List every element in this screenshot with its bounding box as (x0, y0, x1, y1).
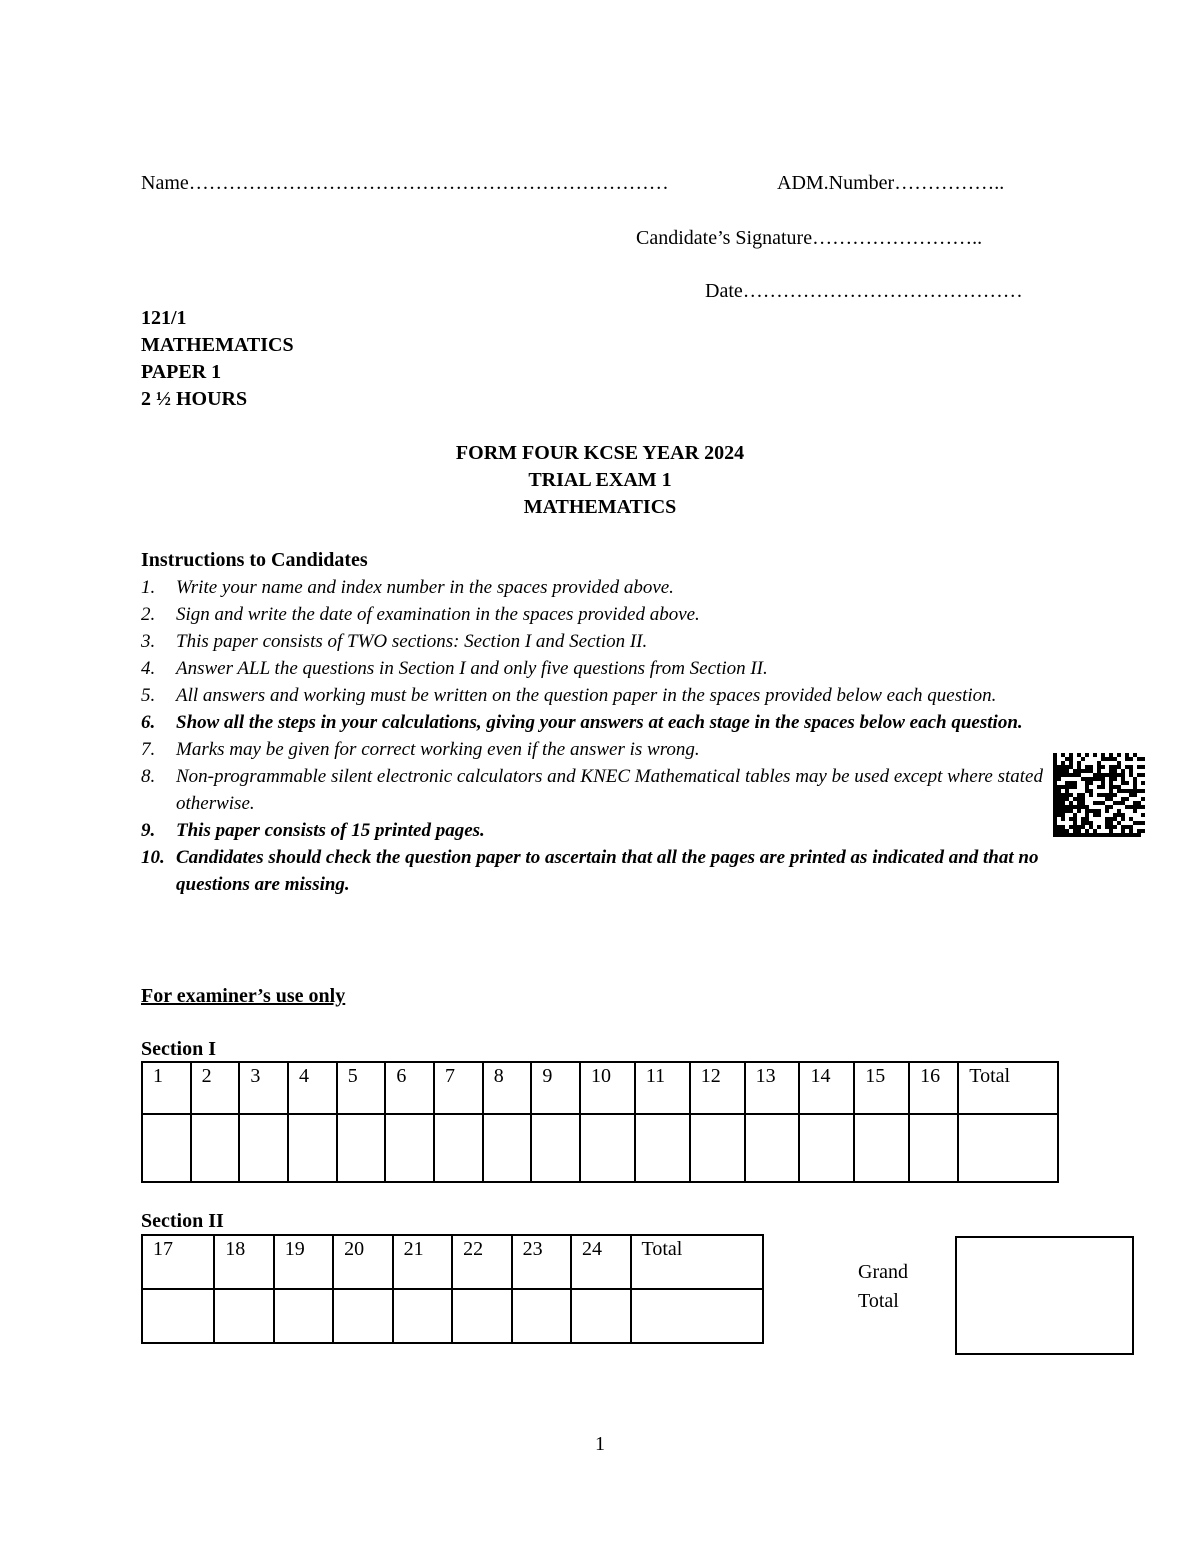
instruction-number: 10. (141, 847, 165, 868)
section2-score-cell[interactable] (571, 1289, 630, 1343)
section1-header-cell: 4 (288, 1062, 337, 1114)
instruction-text: Non-programmable silent electronic calculators and KNEC Mathematical tables may be used except where stated otherwise. (176, 766, 1043, 814)
section2-label: Section II (141, 1210, 224, 1232)
instruction-number: 8. (141, 766, 156, 787)
section1-score-cell[interactable] (854, 1114, 909, 1182)
section1-score-cell[interactable] (434, 1114, 483, 1182)
instruction-number: 9. (141, 820, 156, 841)
section1-header-cell: 3 (239, 1062, 288, 1114)
section1-header-cell: 11 (635, 1062, 690, 1114)
grand-total-label (858, 1258, 908, 1316)
section2-header-cell: 17 (142, 1235, 214, 1289)
section1-header-cell: 7 (434, 1062, 483, 1114)
section2-score-cell[interactable] (142, 1289, 214, 1343)
section2-score-cell[interactable] (512, 1289, 571, 1343)
section1-header-cell: 9 (531, 1062, 580, 1114)
instruction-number: 6. (141, 712, 156, 733)
section2-header-cell: 22 (452, 1235, 511, 1289)
instruction-text: Candidates should check the question paper to ascertain that all the pages are printed as indicated and that no questions are missing. (176, 847, 1039, 895)
section1-score-cell[interactable] (239, 1114, 288, 1182)
instruction-item (141, 628, 1066, 655)
section1-score-cell[interactable] (337, 1114, 386, 1182)
section1-header-cell: 1 (142, 1062, 191, 1114)
grand-total-label-line2: Total (858, 1290, 899, 1312)
exam-title-line1: FORM FOUR KCSE YEAR 2024 (455, 442, 745, 464)
adm-number-field-label: ADM.Number…………….. (777, 172, 1005, 194)
instruction-item (141, 574, 1066, 601)
page-number: 1 (595, 1433, 605, 1455)
instruction-text: This paper consists of TWO sections: Section I and Section II. (176, 631, 648, 652)
section2-score-cell[interactable] (214, 1289, 273, 1343)
grand-total-box[interactable] (955, 1236, 1134, 1355)
instructions-block (141, 547, 1066, 898)
instruction-number: 4. (141, 658, 156, 679)
instruction-number: 3. (141, 631, 156, 652)
datamatrix-code-icon (1053, 752, 1145, 838)
exam-title-line2: TRIAL EXAM 1 (528, 469, 672, 491)
section2-header-cell: 19 (274, 1235, 333, 1289)
exam-title-line3: MATHEMATICS (523, 496, 677, 518)
grand-total-label-line1: Grand (858, 1261, 908, 1283)
instruction-item (141, 655, 1066, 682)
candidate-signature-field-label: Candidate’s Signature…………………….. (636, 227, 983, 249)
section1-score-cell[interactable] (909, 1114, 958, 1182)
section2-score-cell[interactable] (333, 1289, 392, 1343)
section2-score-cell[interactable] (393, 1289, 452, 1343)
name-field-label: Name……………………………………………………………… (141, 172, 669, 194)
paper-code: 121/1 (141, 307, 187, 329)
section1-score-cell[interactable] (385, 1114, 434, 1182)
instruction-text: This paper consists of 15 printed pages. (176, 820, 485, 841)
section1-score-cell[interactable] (635, 1114, 690, 1182)
section2-header-cell: 18 (214, 1235, 273, 1289)
instruction-number: 2. (141, 604, 156, 625)
instruction-text: Marks may be given for correct working even if the answer is wrong. (176, 739, 700, 760)
section2-header-cell: 21 (393, 1235, 452, 1289)
instruction-text: Sign and write the date of examination in the spaces provided above. (176, 604, 700, 625)
instruction-text: Answer ALL the questions in Section I and only five questions from Section II. (176, 658, 768, 679)
section1-score-table (141, 1061, 1059, 1183)
section1-header-cell: 16 (909, 1062, 958, 1114)
section1-header-cell: 13 (745, 1062, 800, 1114)
instructions-heading: Instructions to Candidates (141, 549, 368, 571)
section2-score-cell[interactable] (631, 1289, 764, 1343)
section2-header-cell: Total (631, 1235, 764, 1289)
section1-score-cell[interactable] (745, 1114, 800, 1182)
instruction-number: 1. (141, 577, 156, 598)
instruction-number: 7. (141, 739, 156, 760)
instruction-item (141, 817, 1066, 844)
section1-score-cell[interactable] (958, 1114, 1058, 1182)
date-field-label: Date…………………………………… (705, 280, 1023, 302)
section1-score-cell[interactable] (690, 1114, 745, 1182)
section2-header-cell: 20 (333, 1235, 392, 1289)
instruction-text: Write your name and index number in the spaces provided above. (176, 577, 674, 598)
section1-header-cell: 8 (483, 1062, 532, 1114)
section1-header-cell: 6 (385, 1062, 434, 1114)
instruction-item (141, 736, 1066, 763)
instruction-text: All answers and working must be written on the question paper in the spaces provided below each question. (176, 685, 997, 706)
section1-score-cell[interactable] (531, 1114, 580, 1182)
section1-header-cell: Total (958, 1062, 1058, 1114)
section1-score-cell[interactable] (799, 1114, 854, 1182)
instruction-item (141, 601, 1066, 628)
section2-header-cell: 23 (512, 1235, 571, 1289)
section2-score-cell[interactable] (274, 1289, 333, 1343)
instruction-number: 5. (141, 685, 156, 706)
instruction-item (141, 844, 1066, 898)
examiner-use-heading: For examiner’s use only (141, 985, 346, 1007)
section1-score-cell[interactable] (288, 1114, 337, 1182)
section1-label: Section I (141, 1038, 216, 1060)
section1-header-cell: 5 (337, 1062, 386, 1114)
instruction-item (141, 682, 1066, 709)
section2-score-table (141, 1234, 764, 1344)
section1-header-cell: 10 (580, 1062, 635, 1114)
section1-score-cell[interactable] (483, 1114, 532, 1182)
section1-header-cell: 2 (191, 1062, 240, 1114)
instruction-text: Show all the steps in your calculations, giving your answers at each stage in the spaces below each question. (176, 712, 1023, 733)
section1-score-cell[interactable] (580, 1114, 635, 1182)
section1-header-cell: 14 (799, 1062, 854, 1114)
section2-score-cell[interactable] (452, 1289, 511, 1343)
paper-duration: 2 ½ HOURS (141, 388, 248, 410)
section1-score-cell[interactable] (191, 1114, 240, 1182)
section1-score-cell[interactable] (142, 1114, 191, 1182)
paper-number: PAPER 1 (141, 361, 222, 383)
paper-subject: MATHEMATICS (141, 334, 294, 356)
section2-header-cell: 24 (571, 1235, 630, 1289)
instruction-item (141, 709, 1066, 736)
instruction-item (141, 763, 1066, 817)
section1-header-cell: 12 (690, 1062, 745, 1114)
section1-header-cell: 15 (854, 1062, 909, 1114)
